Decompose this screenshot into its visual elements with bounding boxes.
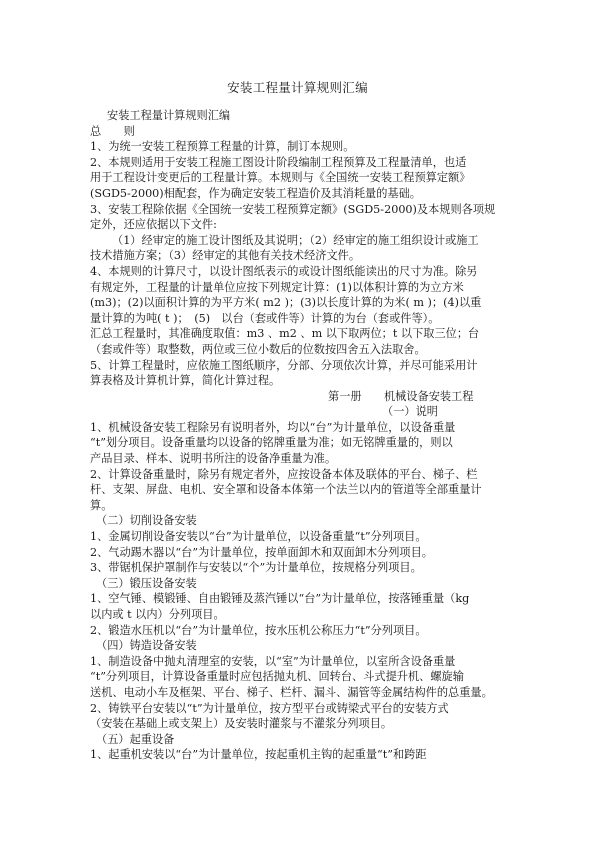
subsection-heading: （五）起重设备 xyxy=(96,732,175,746)
text-line: （套或件等）取整数，两位或三位小数后的位数按四舍五入法取舍。 xyxy=(90,342,426,356)
text-line: （安装在基础上或支架上）及安装时灌浆与不灌浆分列项目。 xyxy=(90,717,393,731)
text-line: “t”划分项目。设备重量均以设备的铭牌重量为准；如无铭牌重量的，则以 xyxy=(90,436,453,450)
text-line: 产品目录、样本、说明书所注的设备净重量为准。 xyxy=(90,452,337,466)
subsection-heading: （三）锻压设备安装 xyxy=(96,576,197,590)
text-line: 5、计算工程量时，应依施工图纸顺序，分部、分项依次计算，并尽可能采用计 xyxy=(90,358,478,372)
text-line: 用于工程设计变更后的工程量计算。本规则与《全国统一安装工程预算定额》 xyxy=(90,171,471,185)
text-line: （1）经审定的施工设计图纸及其说明；（2）经审定的施工组织设计或施工 xyxy=(112,233,479,247)
section-heading-general: 总 则 xyxy=(90,124,135,138)
document-body xyxy=(90,108,505,763)
text-line: 1、金属切削设备安装以“台”为计量单位，以设备重量“t”分列项目。 xyxy=(90,530,427,544)
text-line: (m3)；(2)以面积计算的为平方米( m2 )；(3)以长度计算的为米( m )；(4)以重 xyxy=(90,296,482,310)
text-line: 2、计算设备重量时，除另有规定者外，应按设备本体及联体的平台、梯子、栏 xyxy=(90,467,478,481)
text-line: 量计算的为吨( t )； (5) 以台（套或件等）计算的为台（套或件等）。 xyxy=(90,311,440,325)
text-line: 2、本规则适用于安装工程施工图设计阶段编制工程预算及工程量清单，也适 xyxy=(90,155,467,169)
text-line: 技术措施方案；（3）经审定的其他有关技术经济文件。 xyxy=(90,249,361,263)
text-line: 1、制造设备中抛丸清理室的安装，以“室”为计量单位，以室所含设备重量 xyxy=(90,654,456,668)
text-line: “t”分列项目，计算设备重量时应包括抛丸机、回转台、斗式提升机、螺旋输 xyxy=(90,670,464,684)
text-line: 1、为统一安装工程预算工程量的计算，制订本规则。 xyxy=(90,140,355,154)
text-line: 算。 xyxy=(90,498,113,512)
subsection-heading: （一）说明 xyxy=(382,405,438,419)
text-line: 1、机械设备安装工程除另有说明者外，均以“台”为计量单位，以设备重量 xyxy=(90,420,456,434)
text-line: 算表格及计算机计算，简化计算过程。 xyxy=(90,374,281,388)
text-line: 2、气动踢木器以“台”为计量单位，按单面卸木和双面卸木分列项目。 xyxy=(90,545,433,559)
volume-heading: 第一册 机械设备安装工程 xyxy=(328,389,474,403)
text-line: 杆、支架、屏盘、电机、安全罩和设备本体第一个法兰以内的管道等全部重量计 xyxy=(90,483,482,497)
text-line: 3、带锯机保护罩制作与安装以“个”为计量单位，按规格分列项目。 xyxy=(90,561,422,575)
text-line: 4、本规则的计算尺寸，以设计图纸表示的或设计图纸能读出的尺寸为准。除另 xyxy=(90,264,478,278)
text-line: 2、铸铁平台安装以“t”为计量单位，按方型平台或铸梁式平台的安装方式 xyxy=(90,701,449,715)
text-line: 送机、电动小车及框架、平台、梯子、栏杆、漏斗、漏管等金属结构件的总重量。 xyxy=(90,685,493,699)
text-line: 3、安装工程除依据《全国统一安装工程预算定额》(SGD5-2000)及本规则各项规 xyxy=(90,202,496,216)
subsection-heading: （二）切削设备安装 xyxy=(96,514,197,528)
text-line: 定外，还应依据以下文件: xyxy=(90,218,217,232)
document-title: 安装工程量计算规则汇编 xyxy=(227,80,368,95)
text-line: 有规定外，工程量的计量单位应按下列规定计算：(1)以体积计算的为立方米 xyxy=(90,280,464,294)
text-line: 1、空气锤、模锻锤、自由锻锤及蒸汽锤以“台”为计量单位，按落锤重量（kg xyxy=(90,592,470,606)
subsection-heading: （四）铸造设备安装 xyxy=(96,639,197,653)
section-heading: 安装工程量计算规则汇编 xyxy=(107,109,231,122)
text-line: 汇总工程量时，其准确度取值：m3 、m2 、m 以下取两位；t 以下取三位；台 xyxy=(90,327,480,341)
text-line: (SGD5-2000)相配套，作为确定安装工程造价及其消耗量的基础。 xyxy=(90,186,421,200)
text-line: 1、起重机安装以“台”为计量单位，按起重机主钩的起重量“t”和跨距 xyxy=(90,748,427,762)
text-line: 2、锻造水压机以“台”为计量单位，按水压机公称压力“t”分列项目。 xyxy=(90,623,427,637)
text-line: 以内或 t 以内）分列项目。 xyxy=(90,608,225,621)
